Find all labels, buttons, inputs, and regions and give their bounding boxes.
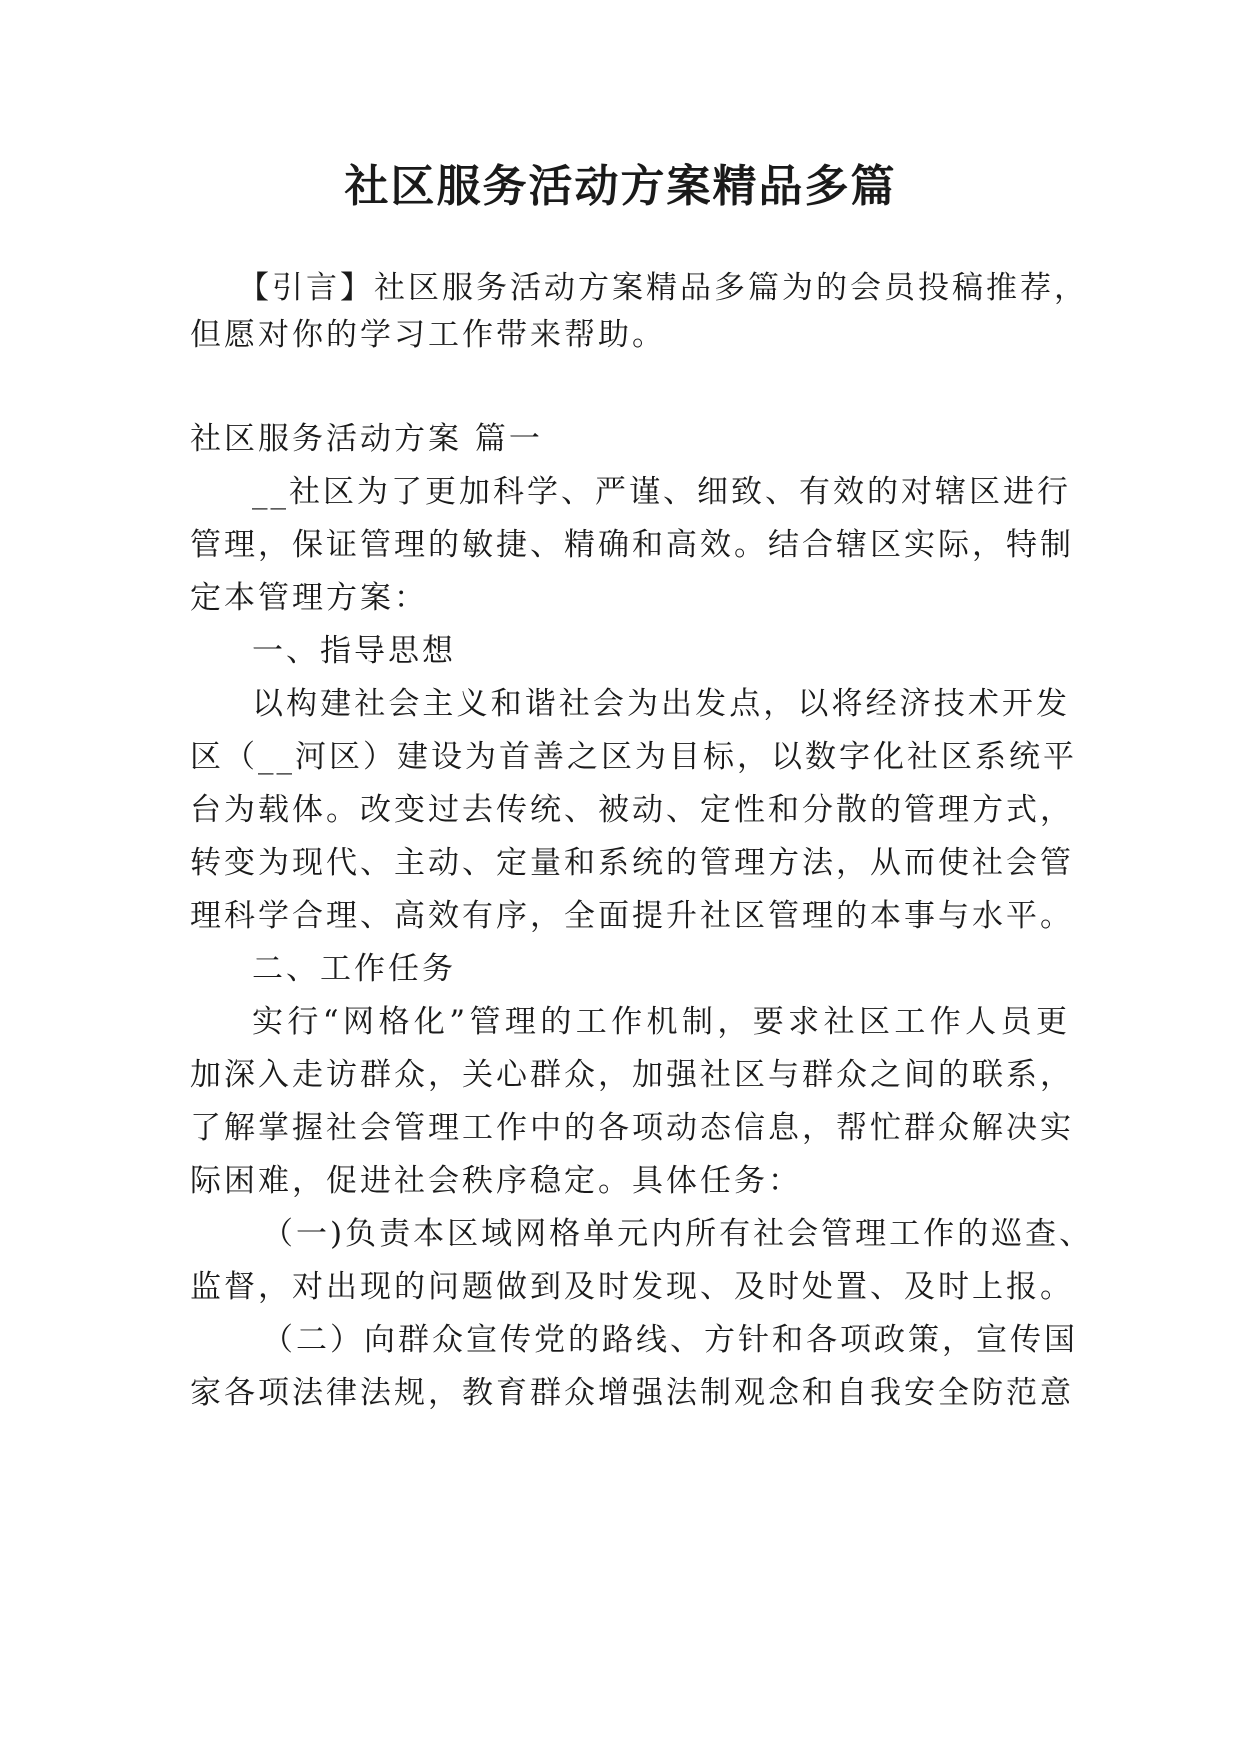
intro-line-1: 【引言】社区服务活动方案精品多篇为的会员投稿推荐， [238,270,1088,306]
subheading-work-tasks: 二、工作任务 [252,951,456,987]
paragraph-line: （二）向群众宣传党的路线、方针和各项政策，宣传国 [262,1322,1078,1358]
paragraph-line: 实行“网格化”管理的工作机制，要求社区工作人员更 [252,1004,1070,1040]
paragraph-line: __社区为了更加科学、严谨、细致、有效的对辖区进行 [252,474,1071,510]
subheading-guiding-ideology: 一、指导思想 [252,633,456,669]
paragraph-line: 台为载体。改变过去传统、被动、定性和分散的管理方式， [190,792,1074,828]
paragraph-line: 监督，对出现的问题做到及时发现、及时处置、及时上报。 [190,1269,1074,1305]
paragraph-line: 转变为现代、主动、定量和系统的管理方法，从而使社会管 [190,845,1074,881]
paragraph-line: 管理，保证管理的敏捷、精确和高效。结合辖区实际，特制 [190,527,1074,563]
paragraph-line: （一)负责本区域网格单元内所有社会管理工作的巡查、 [262,1216,1094,1252]
section-heading-part-1: 社区服务活动方案 篇一 [190,421,543,457]
paragraph-line: 理科学合理、高效有序，全面提升社区管理的本事与水平。 [190,898,1074,934]
intro-line-2: 但愿对你的学习工作带来帮助。 [190,317,666,353]
paragraph-line: 定本管理方案： [190,580,428,616]
paragraph-line: 家各项法律法规，教育群众增强法制观念和自我安全防范意 [190,1375,1074,1411]
paragraph-line: 区（__河区）建设为首善之区为目标，以数字化社区系统平 [190,739,1077,775]
document-title: 社区服务活动方案精品多篇 [344,161,897,212]
paragraph-line: 以构建社会主义和谐社会为出发点，以将经济技术开发 [252,686,1070,722]
paragraph-line: 际困难，促进社会秩序稳定。具体任务： [190,1163,802,1199]
paragraph-line: 加深入走访群众，关心群众，加强社区与群众之间的联系， [190,1057,1074,1093]
paragraph-line: 了解掌握社会管理工作中的各项动态信息，帮忙群众解决实 [190,1110,1074,1146]
